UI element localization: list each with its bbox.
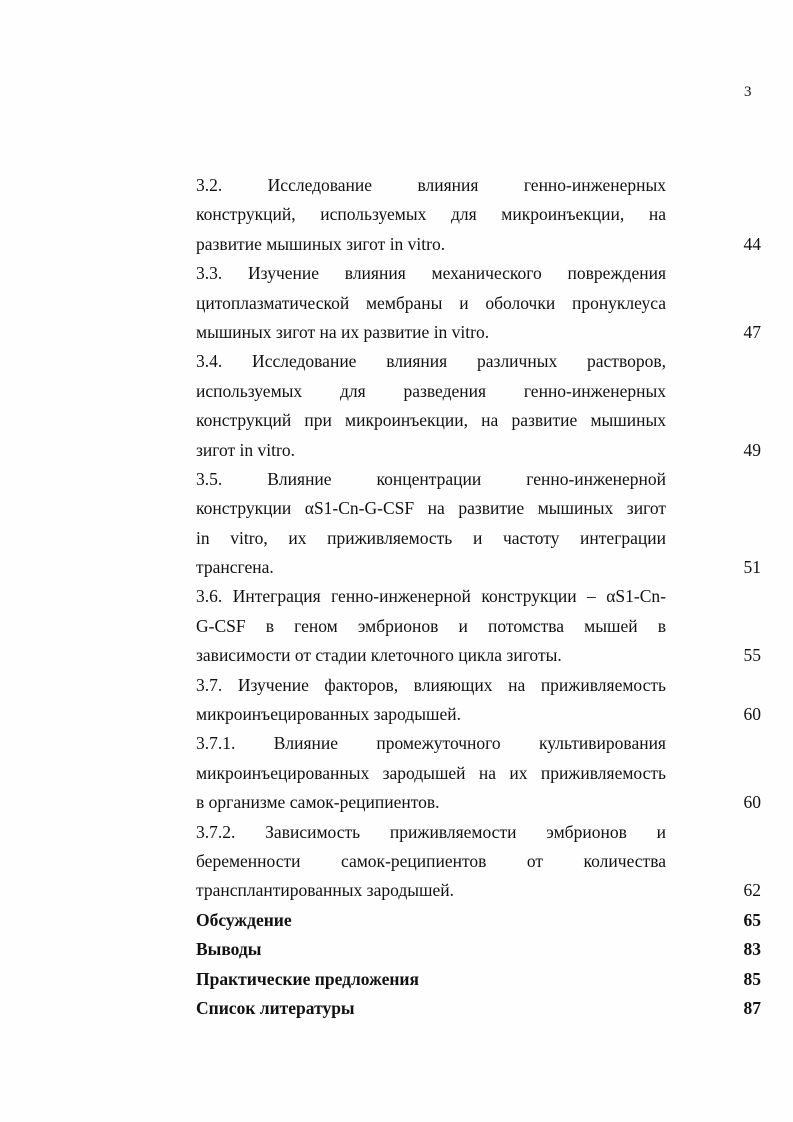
- toc-entry-page: 49: [743, 439, 761, 460]
- toc-entry-3-6: [196, 582, 761, 670]
- toc-entry-line: микроинъецированных зародышей.: [196, 704, 461, 725]
- toc-entry-line: 3.4. Исследование влияния различных растворов,: [196, 351, 666, 372]
- toc-entry-practical-proposals: [196, 965, 761, 994]
- toc-entry-line: G-CSF в геном эмбрионов и потомства мышей в: [196, 615, 666, 636]
- toc-entry-line: зависимости от стадии клеточного цикла зиготы.: [196, 645, 562, 666]
- toc-entry-label: Обсуждение: [196, 909, 292, 930]
- toc-entry-line: 3.6. Интеграция генно-инженерной конструкции – αS1-Cn-: [196, 586, 666, 607]
- toc-entry-page: 60: [743, 704, 761, 725]
- toc-entry-page: 51: [743, 557, 761, 578]
- toc-entry-line: трансплантированных зародышей.: [196, 880, 454, 901]
- page-number: 3: [744, 84, 752, 100]
- toc-entry-page: 47: [743, 321, 761, 342]
- toc-entry-page: 85: [743, 968, 761, 989]
- toc-entry-line: зигот in vitro.: [196, 439, 295, 460]
- toc-entry-3-7-1: [196, 729, 761, 817]
- toc-entry-3-4: [196, 347, 761, 465]
- table-of-contents: [196, 171, 761, 1023]
- toc-entry-3-3: [196, 259, 761, 347]
- toc-entry-page: 65: [743, 909, 761, 930]
- toc-entry-line: конструкции αS1-Cn-G-CSF на развитие мышиных зигот: [196, 498, 666, 519]
- toc-entry-discussion: [196, 906, 761, 935]
- toc-entry-page: 87: [743, 997, 761, 1018]
- toc-entry-3-5: [196, 465, 761, 583]
- toc-entry-page: 62: [743, 880, 761, 901]
- toc-entry-line: 3.2. Исследование влияния генно-инженерных: [196, 175, 666, 195]
- toc-entry-references: [196, 994, 761, 1023]
- toc-entry-page: 83: [743, 939, 761, 960]
- toc-entry-3-7-2: [196, 818, 761, 906]
- toc-entry-line: в организме самок-реципиентов.: [196, 792, 440, 813]
- toc-entry-label: Выводы: [196, 939, 262, 960]
- toc-entry-line: мышиных зигот на их развитие in vitro.: [196, 321, 490, 342]
- toc-entry-line: микроинъецированных зародышей на их приживляемость: [196, 762, 666, 783]
- toc-entry-conclusions: [196, 935, 761, 964]
- toc-entry-label: Практические предложения: [196, 968, 419, 989]
- toc-entry-line: 3.7.2. Зависимость приживляемости эмбрионов и: [196, 821, 666, 842]
- toc-entry-line: 3.5. Влияние концентрации генно-инженерной: [196, 468, 666, 489]
- toc-entry-label: Список литературы: [196, 997, 355, 1018]
- toc-entry-line: конструкций при микроинъекции, на развитие мышиных: [196, 410, 666, 431]
- toc-entry-line: трансгена.: [196, 557, 274, 578]
- toc-entry-3-2: [196, 171, 761, 259]
- toc-entry-page: 60: [743, 792, 761, 813]
- toc-entry-3-7: [196, 671, 761, 730]
- toc-entry-line: используемых для разведения генно-инженерных: [196, 380, 666, 401]
- toc-entry-line: in vitro, их приживляемость и частоту интеграции: [196, 527, 666, 548]
- toc-entry-line: беременности самок-реципиентов от количества: [196, 850, 666, 871]
- toc-entry-line: конструкций, используемых для микроинъекции, на: [196, 204, 666, 225]
- toc-entry-line: 3.7. Изучение факторов, влияющих на приживляемость: [196, 674, 666, 695]
- toc-entry-page: 44: [743, 233, 761, 254]
- toc-entry-line: 3.7.1. Влияние промежуточного культивирования: [196, 733, 666, 754]
- toc-entry-line: развитие мышиных зигот in vitro.: [196, 233, 446, 254]
- toc-entry-line: 3.3. Изучение влияния механического повреждения: [196, 263, 666, 284]
- toc-entry-line: цитоплазматической мембраны и оболочки пронуклеуса: [196, 292, 666, 313]
- toc-entry-page: 55: [743, 645, 761, 666]
